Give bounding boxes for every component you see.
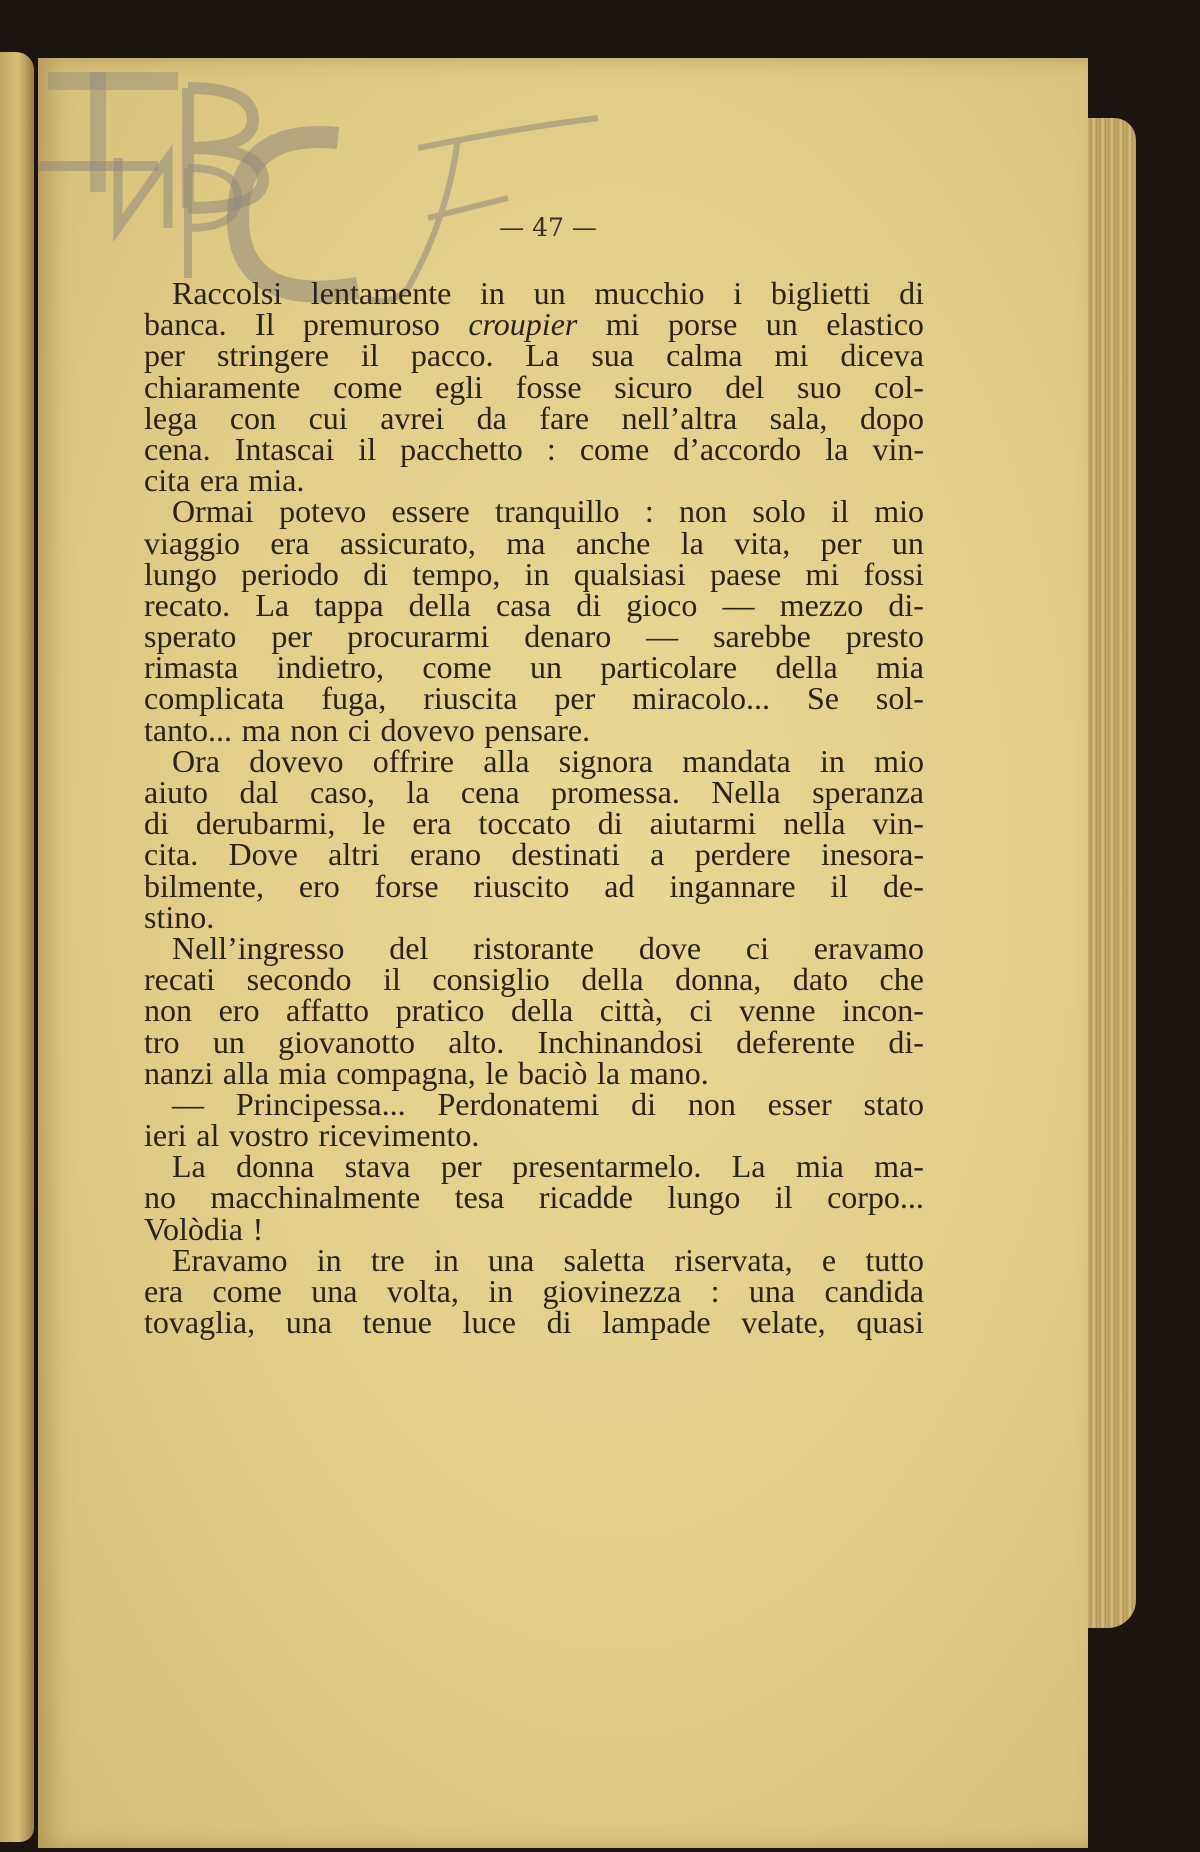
text-line: Nell’ingresso del ristorante dove ci eravamo bbox=[172, 929, 924, 966]
text-line: cita. Dove altri erano destinati a perdere inesora- bbox=[144, 836, 924, 873]
text-line: bilmente, ero forse riuscito ad ingannare il de- bbox=[144, 867, 924, 904]
text-line: Volòdia ! bbox=[144, 1210, 264, 1247]
text-line: rimasta indietro, come un particolare della mia bbox=[144, 649, 924, 686]
text-line: cena. Intascai il pacchetto : come d’accordo la vin- bbox=[144, 430, 924, 467]
text-line: stino. bbox=[144, 898, 215, 935]
paragraph bbox=[144, 1085, 924, 1154]
text-line: — Principessa... Perdonatemi di non esser stato bbox=[172, 1085, 924, 1122]
text-line: tovaglia, una tenue luce di lampade velate, quasi bbox=[144, 1304, 924, 1341]
text-line: Eravamo in tre in una saletta riservata, e tutto bbox=[172, 1241, 924, 1278]
text-line: sperato per procurarmi denaro — sarebbe presto bbox=[144, 618, 924, 655]
text-line: viaggio era assicurato, ma anche la vita, per un bbox=[144, 524, 924, 561]
text-line: chiaramente come egli fosse sicuro del suo col- bbox=[144, 368, 924, 405]
text-line: cita era mia. bbox=[144, 462, 305, 499]
text-line: tro un giovanotto alto. Inchinandosi deferente di- bbox=[144, 1023, 924, 1060]
text-line: complicata fuga, riuscita per miracolo... Se sol- bbox=[144, 680, 924, 717]
text-line: Ora dovevo offrire alla signora mandata in mio bbox=[172, 742, 924, 779]
text-line: non ero affatto pratico della città, ci venne incon- bbox=[144, 992, 924, 1029]
text-line: La donna stava per presentarmelo. La mia ma- bbox=[172, 1148, 924, 1185]
paragraph bbox=[144, 1241, 924, 1341]
paragraph bbox=[144, 1148, 924, 1247]
text-line: nanzi alla mia compagna, le baciò la mano. bbox=[144, 1054, 709, 1091]
text-line: lungo periodo di tempo, in qualsiasi paese mi fossi bbox=[144, 555, 924, 592]
text-line: aiuto dal caso, la cena promessa. Nella speranza bbox=[144, 774, 924, 810]
text-line: tanto... ma non ci dovevo pensare. bbox=[144, 711, 591, 748]
text-line: di derubarmi, le era toccato di aiutarmi nella vin- bbox=[144, 805, 924, 842]
book-page bbox=[38, 58, 1088, 1848]
facing-page-edge bbox=[0, 52, 34, 1842]
body-text bbox=[144, 275, 924, 1341]
text-line: lega con cui avrei da fare nell’altra sala, dopo bbox=[144, 399, 924, 436]
paragraph bbox=[144, 929, 924, 1091]
text-line: no macchinalmente tesa ricadde lungo il corpo... bbox=[144, 1179, 924, 1216]
text-line: era come una volta, in giovinezza : una candida bbox=[144, 1273, 924, 1309]
text-line: recati secondo il consiglio della donna, dato che bbox=[144, 961, 924, 998]
paragraph bbox=[144, 493, 924, 748]
paragraph bbox=[144, 275, 924, 499]
text-line: Raccolsi lentamente in un mucchio i biglietti di bbox=[172, 275, 924, 311]
text-line: recato. La tappa della casa di gioco — mezzo di- bbox=[144, 586, 924, 623]
text-line: Ormai potevo essere tranquillo : non solo il mio bbox=[172, 493, 924, 530]
text-line: ieri al vostro ricevimento. bbox=[144, 1117, 480, 1154]
text-line: per stringere il pacco. La sua calma mi diceva bbox=[144, 337, 924, 374]
paragraph bbox=[144, 742, 924, 935]
page-number: — 47 — bbox=[499, 213, 597, 242]
text-line: banca. Il premuroso croupier mi porse un elastico bbox=[144, 306, 924, 343]
